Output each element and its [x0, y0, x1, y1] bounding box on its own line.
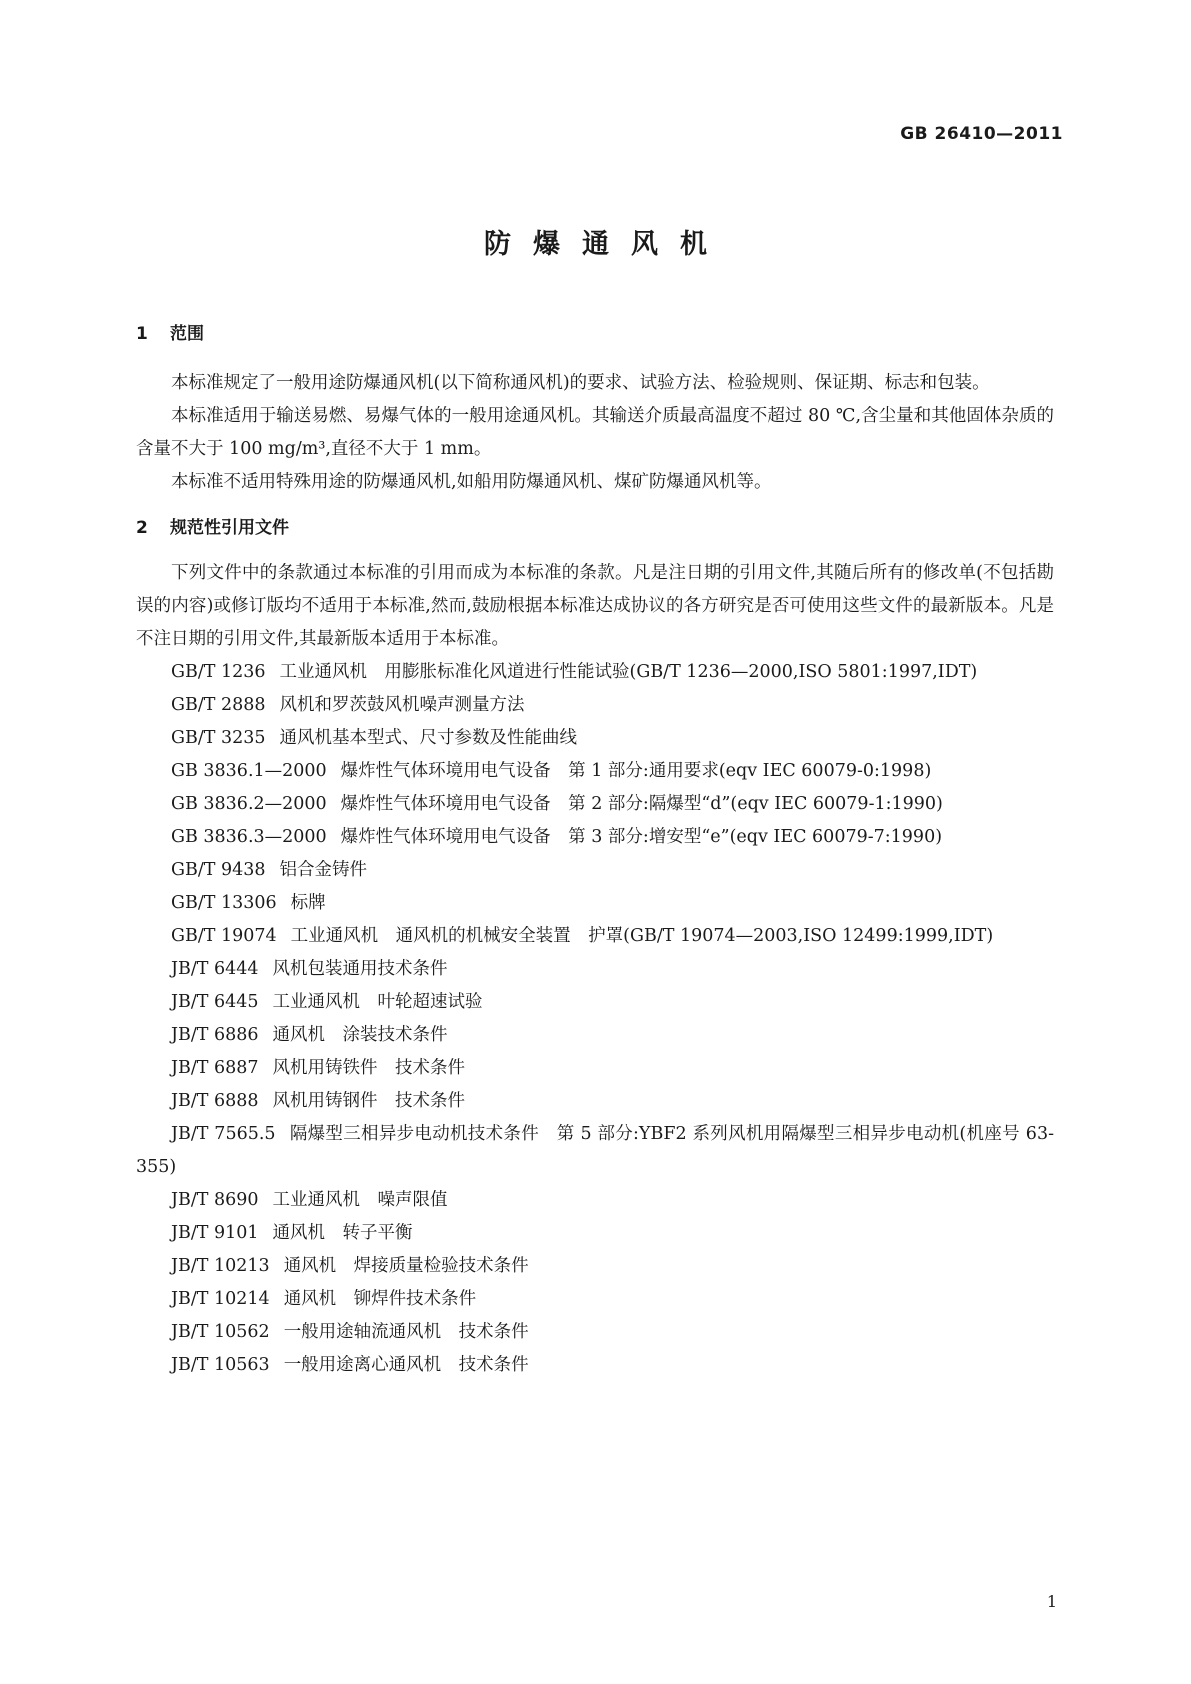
reference-title: 工业通风机 通风机的机械安全装置 护罩(GB/T 19074—2003,ISO 12499:1999,IDT)	[290, 926, 994, 946]
reference-title: 铝合金铸件	[279, 860, 368, 880]
reference-item	[136, 1052, 1054, 1085]
reference-code: GB 3836.1—2000	[171, 761, 327, 781]
reference-title: 隔爆型三相异步电动机技术条件 第 5 部分:YBF2 系列风机用隔爆型三相异步电动机(机座号 63-355)	[136, 1124, 1054, 1177]
section-2-heading	[136, 512, 1054, 545]
reference-item	[136, 1019, 1054, 1052]
reference-title: 一般用途轴流通风机 技术条件	[283, 1322, 529, 1342]
reference-item	[136, 1217, 1054, 1250]
reference-code: JB/T 6886	[171, 1025, 259, 1045]
reference-code: GB/T 3235	[171, 728, 266, 748]
section-2-number: 2	[136, 518, 148, 538]
reference-item	[136, 887, 1054, 920]
reference-title: 风机用铸铁件 技术条件	[272, 1058, 466, 1078]
reference-item	[136, 854, 1054, 887]
reference-title: 一般用途离心通风机 技术条件	[283, 1355, 529, 1375]
reference-code: JB/T 6445	[171, 992, 259, 1012]
section-1-paragraph-2: 本标准适用于输送易燃、易爆气体的一般用途通风机。其输送介质最高温度不超过 80 ℃,含尘量和其他固体杂质的含量不大于 100 mg/m³,直径不大于 1 mm。	[136, 406, 1054, 459]
reference-item	[136, 1085, 1054, 1118]
reference-code: JB/T 8690	[171, 1190, 259, 1210]
reference-title: 爆炸性气体环境用电气设备 第 1 部分:通用要求(eqv IEC 60079-0:1998)	[340, 761, 932, 781]
reference-code: JB/T 9101	[171, 1223, 259, 1243]
reference-code: JB/T 10214	[171, 1289, 270, 1309]
document-body	[136, 318, 1054, 1382]
reference-title: 工业通风机 噪声限值	[272, 1190, 448, 1210]
reference-code: JB/T 6888	[171, 1091, 259, 1111]
section-1-paragraph-3: 本标准不适用特殊用途的防爆通风机,如船用防爆通风机、煤矿防爆通风机等。	[171, 472, 772, 492]
page-number: 1	[1046, 1592, 1057, 1611]
reference-code: JB/T 10213	[171, 1256, 270, 1276]
reference-title: 风机包装通用技术条件	[272, 959, 448, 979]
reference-item	[136, 1250, 1054, 1283]
reference-title: 爆炸性气体环境用电气设备 第 3 部分:增安型“e”(eqv IEC 60079-7:1990)	[340, 827, 943, 847]
section-1-heading	[136, 318, 1054, 351]
reference-item	[136, 953, 1054, 986]
reference-code: JB/T 6444	[171, 959, 259, 979]
section-2-intro: 下列文件中的条款通过本标准的引用而成为本标准的条款。凡是注日期的引用文件,其随后所有的修改单(不包括勘误的内容)或修订版均不适用于本标准,然而,鼓励根据本标准达成协议的各方研究是否可使用这些文件的最新版本。凡是不注日期的引用文件,其最新版本适用于本标准。	[136, 563, 1054, 649]
reference-item	[136, 755, 1054, 788]
reference-title: 工业通风机 用膨胀标准化风道进行性能试验(GB/T 1236—2000,ISO 5801:1997,IDT)	[279, 662, 978, 682]
reference-code: JB/T 6887	[171, 1058, 259, 1078]
section-1-number: 1	[136, 324, 148, 344]
reference-list	[136, 656, 1054, 1382]
reference-title: 通风机 转子平衡	[272, 1223, 413, 1243]
reference-title: 标牌	[290, 893, 326, 913]
standard-code: GB 26410—2011	[900, 124, 1063, 144]
reference-item	[136, 1184, 1054, 1217]
reference-code: JB/T 10563	[171, 1355, 270, 1375]
reference-item	[136, 986, 1054, 1019]
reference-item	[136, 656, 1054, 689]
reference-code: GB/T 19074	[171, 926, 277, 946]
reference-item	[136, 1118, 1054, 1184]
reference-title: 爆炸性气体环境用电气设备 第 2 部分:隔爆型“d”(eqv IEC 60079-1:1990)	[340, 794, 943, 814]
reference-item	[136, 722, 1054, 755]
reference-item	[136, 1283, 1054, 1316]
reference-title: 风机用铸钢件 技术条件	[272, 1091, 466, 1111]
reference-code: GB/T 13306	[171, 893, 277, 913]
reference-item	[136, 788, 1054, 821]
reference-title: 通风机 涂装技术条件	[272, 1025, 448, 1045]
reference-item	[136, 1349, 1054, 1382]
section-1-title: 范围	[170, 324, 204, 344]
reference-code: GB/T 9438	[171, 860, 266, 880]
reference-title: 通风机基本型式、尺寸参数及性能曲线	[279, 728, 578, 748]
reference-code: GB 3836.2—2000	[171, 794, 327, 814]
reference-title: 风机和罗茨鼓风机噪声测量方法	[279, 695, 525, 715]
reference-code: JB/T 7565.5	[171, 1124, 276, 1144]
reference-code: JB/T 10562	[171, 1322, 270, 1342]
reference-item	[136, 920, 1054, 953]
document-title: 防爆通风机	[484, 229, 729, 260]
reference-item	[136, 689, 1054, 722]
reference-title: 工业通风机 叶轮超速试验	[272, 992, 483, 1012]
section-2-title: 规范性引用文件	[170, 518, 289, 538]
reference-code: GB/T 2888	[171, 695, 266, 715]
reference-item	[136, 821, 1054, 854]
reference-code: GB 3836.3—2000	[171, 827, 327, 847]
reference-title: 通风机 铆焊件技术条件	[283, 1289, 477, 1309]
reference-title: 通风机 焊接质量检验技术条件	[283, 1256, 529, 1276]
reference-code: GB/T 1236	[171, 662, 266, 682]
reference-item	[136, 1316, 1054, 1349]
section-1-paragraph-1: 本标准规定了一般用途防爆通风机(以下简称通风机)的要求、试验方法、检验规则、保证期、标志和包装。	[171, 373, 990, 393]
